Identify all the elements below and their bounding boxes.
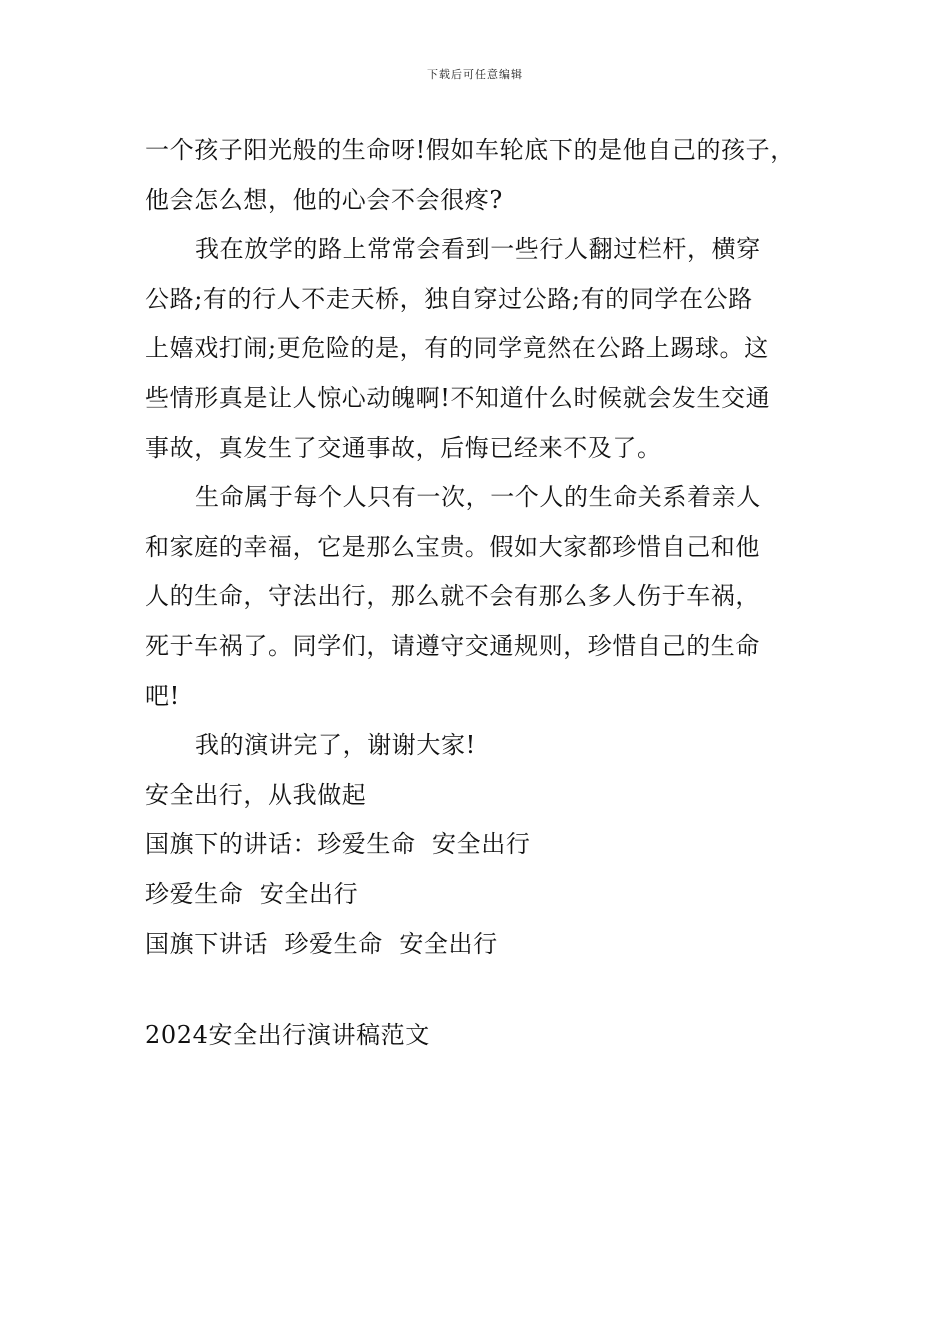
document-body	[145, 126, 815, 1061]
related-title: 国旗下的讲话：珍爱生命 安全出行	[145, 830, 531, 859]
paragraph-line: 和家庭的幸福，它是那么宝贵。假如大家都珍惜自己和他	[145, 532, 760, 561]
paragraph-line: 他会怎么想，他的心会不会很疼?	[145, 185, 503, 214]
spacer	[145, 969, 815, 1011]
paragraph-line: 一个孩子阳光般的生命呀!假如车轮底下的是他自己的孩子，	[145, 136, 795, 164]
related-title: 珍爱生命 安全出行	[145, 879, 359, 908]
related-title: 国旗下讲话 珍爱生命 安全出行	[145, 929, 498, 958]
paragraph-line: 死于车祸了。同学们，请遵守交通规则，珍惜自己的生命	[145, 631, 760, 660]
paragraph-line: 公路;有的行人不走天桥，独自穿过公路;有的同学在公路	[145, 284, 753, 313]
paragraph-line: 人的生命，守法出行，那么就不会有那么多人伤于车祸，	[145, 582, 760, 611]
paragraph-line: 些情形真是让人惊心动魄啊!不知道什么时候就会发生交通	[145, 383, 771, 412]
paragraph-line: 上嬉戏打闹;更危险的是，有的同学竟然在公路上踢球。这	[145, 334, 769, 363]
paragraph-line: 吧!	[145, 681, 180, 710]
paragraph-line: 生命属于每个人只有一次，一个人的生命关系着亲人	[195, 483, 761, 512]
header-note: 下载后可任意编辑	[427, 68, 523, 81]
document-title: 2024安全出行演讲稿范文	[145, 1021, 430, 1050]
paragraph-line: 我在放学的路上常常会看到一些行人翻过栏杆，横穿	[195, 235, 761, 264]
paragraph-line: 事故，真发生了交通事故，后悔已经来不及了。	[145, 433, 662, 462]
related-title: 安全出行，从我做起	[145, 780, 367, 809]
closing-line: 我的演讲完了，谢谢大家!	[195, 731, 476, 760]
